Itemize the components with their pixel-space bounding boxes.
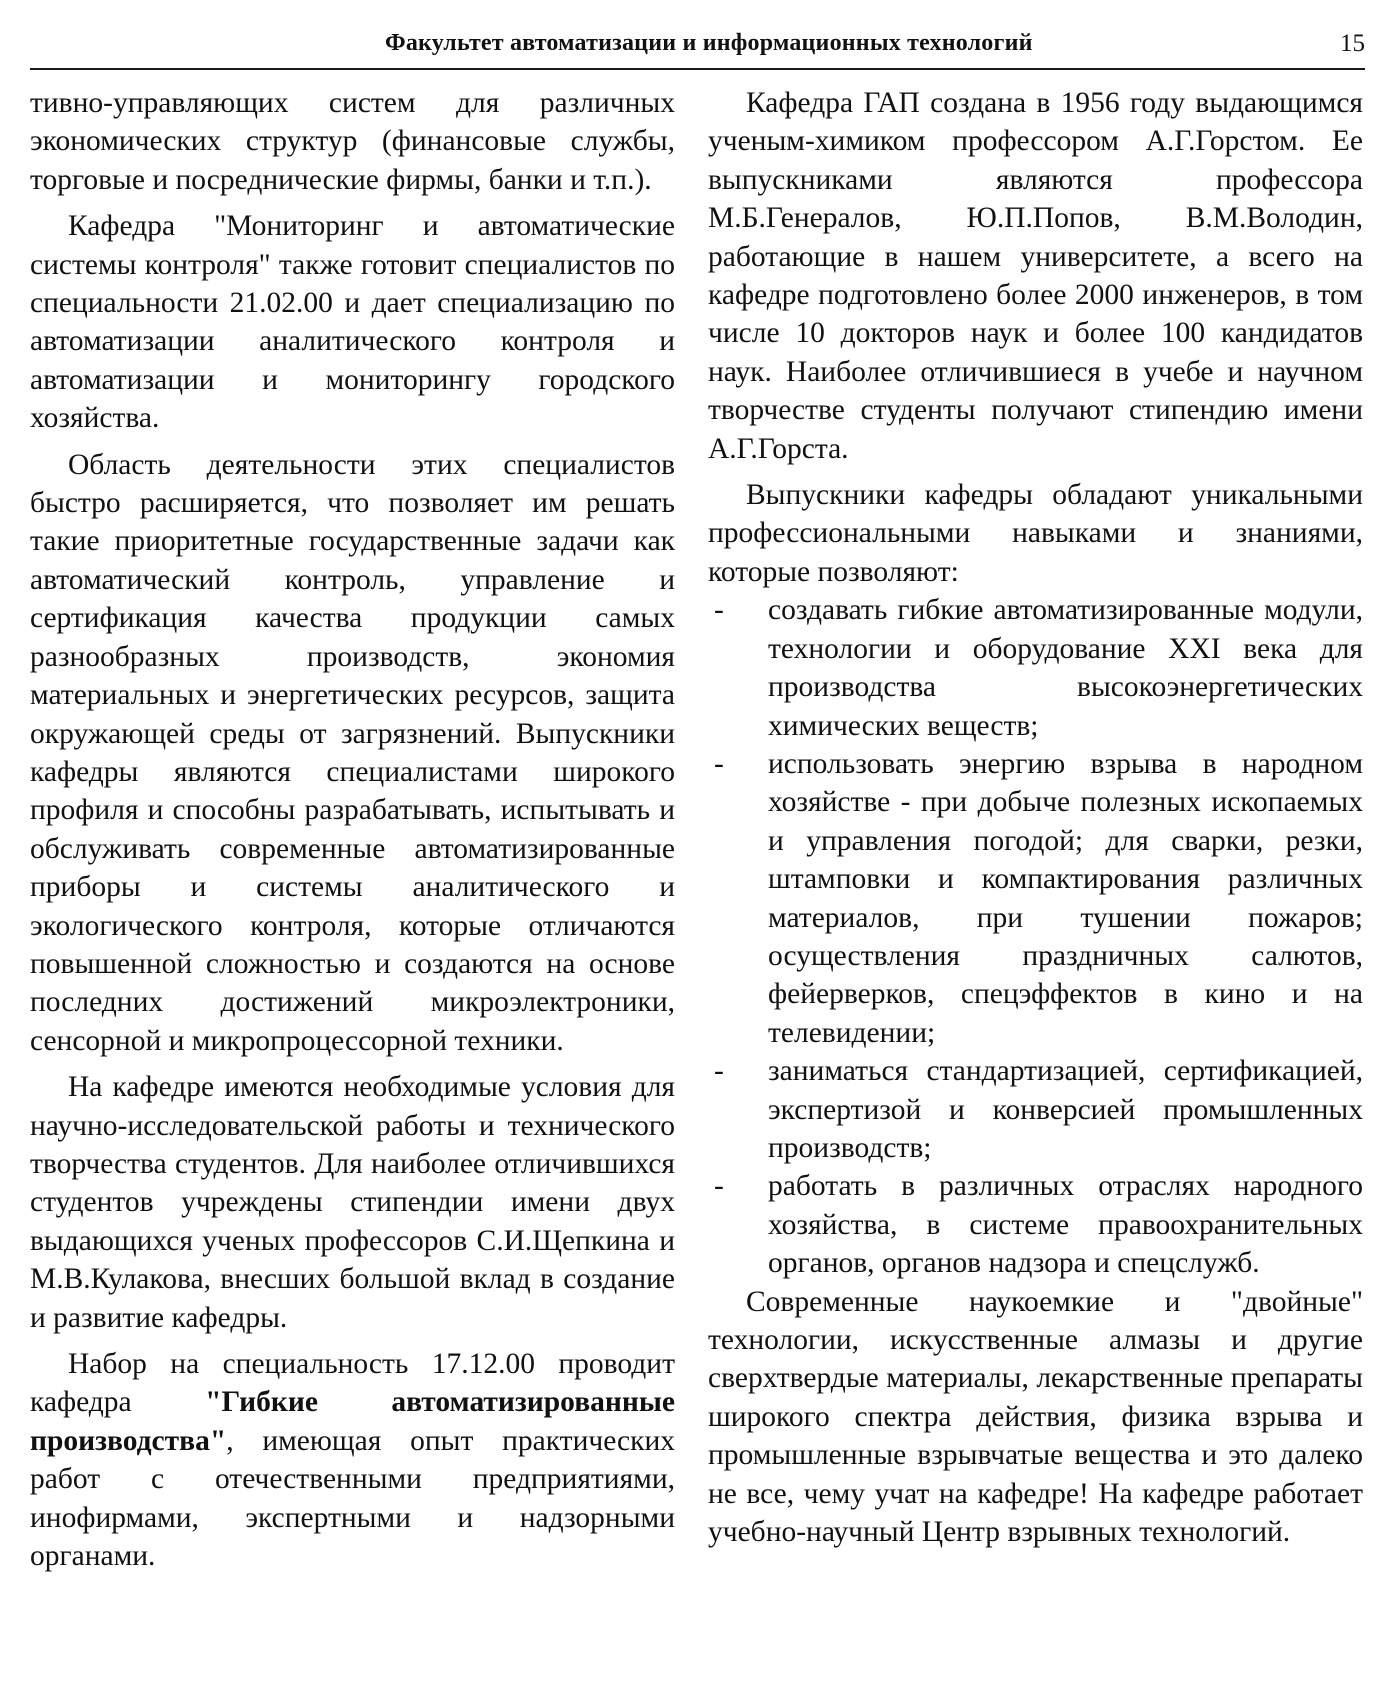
right-paragraph-1: Кафедра ГАП создана в 1956 году выдающимся ученым-химиком профессором А.Г.Горстом. Ее выпускниками являются профессора М.Б.Генералов, Ю.П.Попов, В.М.Володин, работающие в нашем университете, а всего на кафедре подготовлено более 2000 инженеров, в том числе 10 докторов наук и более 100 кандидатов наук. Наиболее отличившиеся в учебе и научном творчестве студенты получают стипендию имени А.Г.Горста.: [708, 87, 1363, 465]
bullet-dash: -: [714, 1170, 724, 1203]
bullet-dash: -: [714, 1055, 724, 1088]
right-column: [708, 84, 1363, 1551]
list-item-text: заниматься стандартизацией, сертификацией, экспертизой и конверсией промышленных производств;: [768, 1055, 1363, 1164]
bullet-dash: -: [714, 594, 724, 627]
list-item-text: использовать энергию взрыва в народном хозяйстве - при добыче полезных ископаемых и управления погодой; для сварки, резки, штамповки и компактирования различных материалов, при тушении пожаров; осуществления праздничных салютов, фейерверков, спецэффектов в кино и на телевидении;: [768, 747, 1363, 1049]
left-paragraph-4: На кафедре имеются необходимые условия для научно-исследовательской работы и технического творчества студентов. Для наиболее отличившихся студентов учреждены стипендии имени двух выдающихся ученых профессоров С.И.Щепкина и М.В.Кулакова, внесших большой вклад в создание и развитие кафедры.: [30, 1071, 675, 1334]
list-item-text: работать в различных отраслях народного хозяйства, в системе правоохранительных органов, органов надзора и спецслужб.: [768, 1170, 1363, 1280]
header-title: Факультет автоматизации и информационных технологий: [385, 30, 1033, 56]
left-paragraph-1: тивно-управляющих систем для различных экономических структур (финансовые службы, торговые и посреднические фирмы, банки и т.п.).: [30, 87, 675, 196]
list-item: [708, 745, 1363, 1052]
department-name-bold: "Гибкие автоматизированные производства": [30, 1386, 675, 1457]
left-column: [30, 84, 675, 1575]
right-paragraph-3: Современные наукоемкие и "двойные" технологии, искусственные алмазы и другие сверхтвердые материалы, лекарственные препараты широкого спектра действия, физика взрыва и промышленные взрывчатые вещества и это далеко не все, чему учат на кафедре! На кафедре работает учебно-научный Центр взрывных технологий.: [708, 1285, 1363, 1549]
left-paragraph-2: Кафедра "Мониторинг и автоматические системы контроля" также готовит специалистов по специальности 21.02.00 и дает специализацию по автоматизации аналитического контроля и автоматизации и мониторингу городского хозяйства.: [30, 210, 675, 435]
list-item: [708, 1052, 1363, 1167]
list-item-text: создавать гибкие автоматизированные модули, технологии и оборудование XXI века для производства высокоэнергетических химических веществ;: [768, 594, 1363, 742]
right-paragraph-2: Выпускники кафедры обладают уникальными профессиональными навыками и знаниями, которые позволяют:: [708, 479, 1363, 588]
skills-list: [708, 591, 1363, 1282]
running-header: [30, 24, 1365, 70]
list-item: [708, 1167, 1363, 1282]
list-item: [708, 591, 1363, 745]
left-paragraph-5-start: Набор на специальность 17.12.00 проводит кафедра: [30, 1348, 675, 1419]
left-paragraph-5-end: , имеющая опыт практических работ с отечественными предприятиями, инофирмами, экспертными и надзорными органами.: [30, 1424, 675, 1573]
left-paragraph-5: [30, 1345, 675, 1575]
left-paragraph-3: Область деятельности этих специалистов быстро расширяется, что позволяет им решать такие приоритетные государственные задачи как автоматический контроль, управление и сертификация качества продукции самых разнообразных производств, экономия материальных и энергетических ресурсов, защита окружающей среды от загрязнений. Выпускники кафедры являются специалистами широкого профиля и способны разрабатывать, испытывать и обслуживать современные автоматизированные приборы и системы аналитического и экологического контроля, которые отличаются повышенной сложностью и создаются на основе последних достижений микроэлектроники, сенсорной и микропроцессорной техники.: [30, 448, 675, 1057]
bullet-dash: -: [714, 747, 724, 780]
page-number: 15: [1340, 30, 1365, 57]
